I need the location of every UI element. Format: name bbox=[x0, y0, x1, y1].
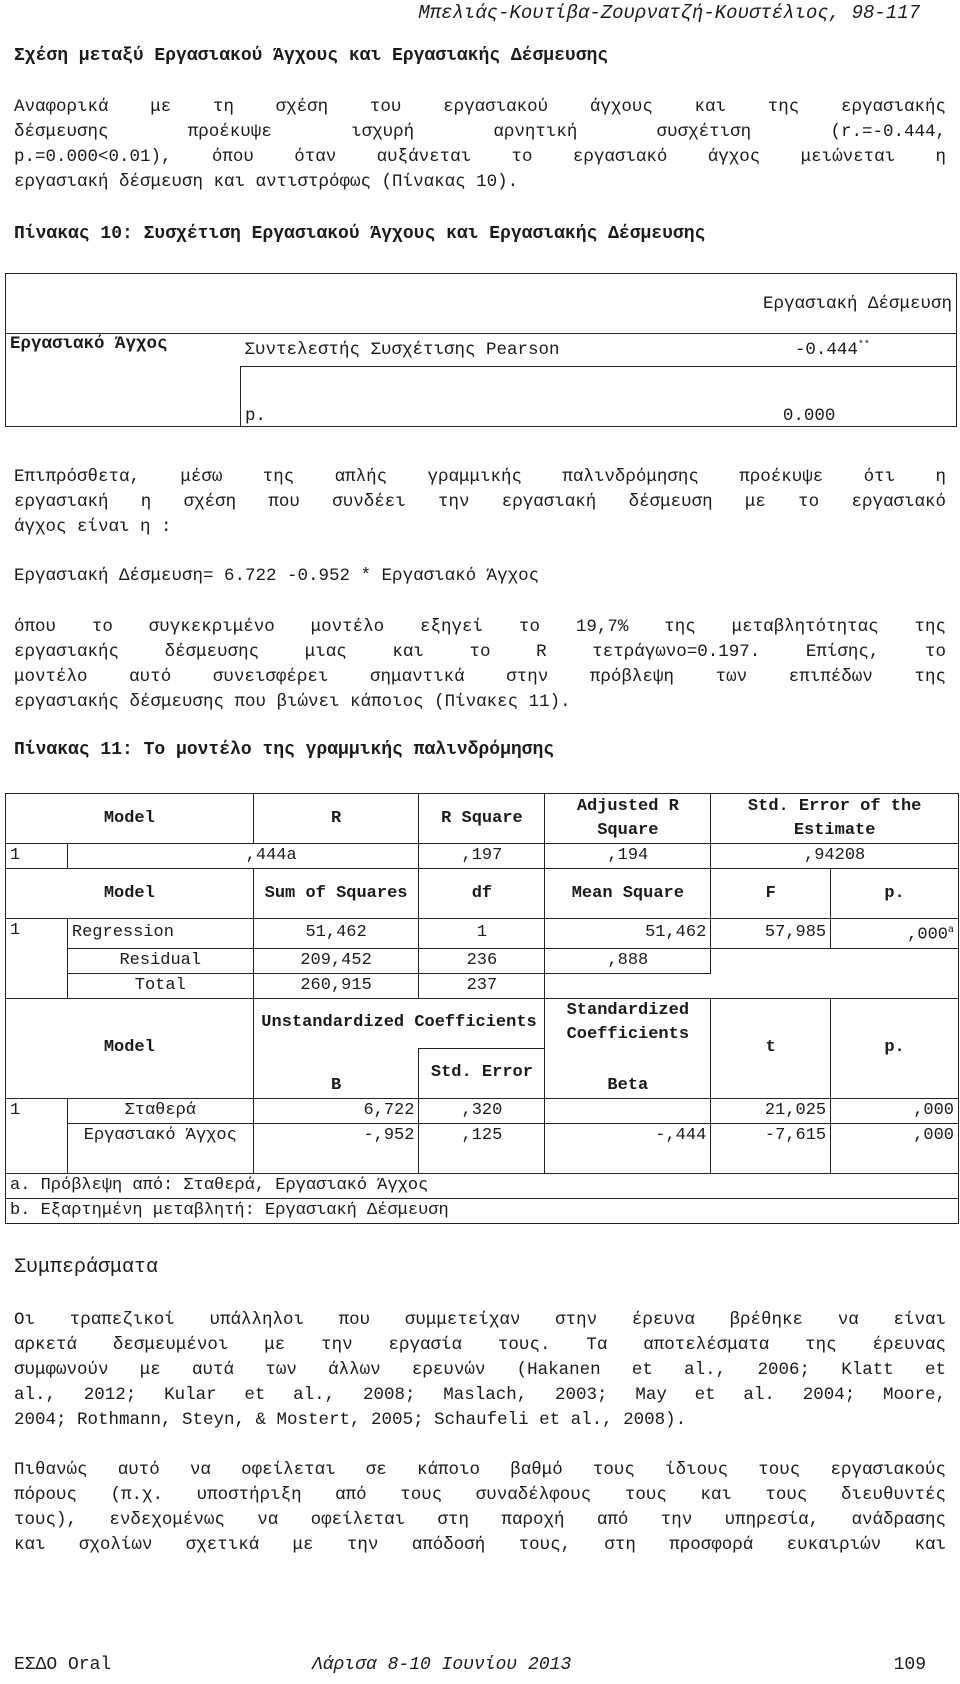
anova-p: ,000 bbox=[907, 925, 948, 945]
coef-header-p: p. bbox=[831, 998, 959, 1098]
table10-row2-value: 0.000 bbox=[685, 367, 957, 427]
text-line: τους), ενδεχομένως να οφείλεται στη παροχή από την υπηρεσία, ανάδρασης bbox=[14, 1510, 946, 1530]
table11-caption: Πίνακας 11: Το μοντέλο της γραμμικής παλινδρόμησης bbox=[14, 740, 555, 760]
coef-header-stderr: Std. Error bbox=[419, 1048, 545, 1098]
anova-ms: ,888 bbox=[545, 948, 711, 973]
summary-header-r: R bbox=[253, 794, 419, 844]
coef-model-number: 1 bbox=[6, 1098, 68, 1173]
coef-p: ,000 bbox=[831, 1098, 959, 1123]
paragraph-conclusions-2 bbox=[14, 1458, 946, 1558]
table10-row1-label: Συντελεστής Συσχέτισης Pearson bbox=[241, 334, 685, 367]
paragraph-correlation bbox=[14, 95, 946, 195]
text-line: άγχος είναι η : bbox=[14, 517, 172, 537]
anova-header-p: p. bbox=[831, 869, 959, 919]
anova-header-ms: Mean Square bbox=[545, 869, 711, 919]
significance-marker: ** bbox=[857, 340, 870, 352]
summary-rsquare-value: ,197 bbox=[419, 844, 545, 869]
coef-se: ,125 bbox=[419, 1123, 545, 1173]
text-line: δέσμευσης προέκυψε ισχυρή αρνητική συσχέτιση (r.=-0.444, bbox=[14, 122, 946, 142]
coef-header-b: B bbox=[253, 1048, 419, 1098]
text-line: 2004; Rothmann, Steyn, & Mostert, 2005; Schaufeli et al., 2008). bbox=[14, 1410, 687, 1430]
paragraph-regression-intro bbox=[14, 465, 946, 540]
table-note: a. Πρόβλεψη από: Σταθερά, Εργασιακό Άγχος bbox=[6, 1173, 959, 1198]
summary-adj-rsquare-value: ,194 bbox=[545, 844, 711, 869]
coef-header-t: t bbox=[711, 998, 831, 1098]
section-heading: Σχέση μεταξύ Εργασιακού Άγχους και Εργασιακής Δέσμευσης bbox=[14, 46, 609, 66]
anova-header-ss: Sum of Squares bbox=[253, 869, 419, 919]
table10-row1-value: -0.444 bbox=[794, 340, 858, 360]
text-line: και σχολίων σχετικά με την απόδοσή τους, στη προσφορά ευκαιριών και bbox=[14, 1535, 946, 1555]
summary-header-model: Model bbox=[6, 794, 254, 844]
anova-header-f: F bbox=[711, 869, 831, 919]
text-line: εργασιακή δέσμευση και αντιστρόφως (Πίνακας 10). bbox=[14, 172, 519, 192]
text-line: Πιθανώς αυτό να οφείλεται σε κάποιο βαθμό τους ίδιους τους εργασιακούς bbox=[14, 1460, 946, 1480]
paragraph-conclusions-1 bbox=[14, 1308, 946, 1433]
text-line: p.=0.000<0.01), όπου όταν αυξάνεται το εργασιακό άγχος μειώνεται η bbox=[14, 147, 946, 167]
text-line: αρκετά δεσμευμένοι με την εργασία τους. Τα αποτελέσματα της έρευνας bbox=[14, 1335, 946, 1355]
page-number: 109 bbox=[893, 1655, 926, 1675]
table10 bbox=[5, 273, 957, 427]
table10-caption: Πίνακας 10: Συσχέτιση Εργασιακού Άγχους και Εργασιακής Δέσμευσης bbox=[14, 224, 706, 244]
coef-header-beta: Beta bbox=[545, 1048, 711, 1098]
table-note: b. Εξαρτημένη μεταβλητή: Εργασιακή Δέσμευση bbox=[6, 1198, 959, 1223]
coef-p: ,000 bbox=[831, 1123, 959, 1173]
anova-df: 237 bbox=[419, 973, 545, 998]
coef-b: -,952 bbox=[253, 1123, 419, 1173]
text-line: μοντέλο αυτό συνεισφέρει σημαντικά στην πρόβλεψη των επιπέδων της bbox=[14, 667, 946, 687]
coef-beta bbox=[545, 1098, 711, 1123]
anova-label: Regression bbox=[67, 919, 253, 949]
anova-ss: 260,915 bbox=[253, 973, 419, 998]
text-line: πόρους (π.χ. υποστήριξη από τους συναδέλφους τους και τους διευθυντές bbox=[14, 1485, 946, 1505]
table10-col-header: Εργασιακή Δέσμευση bbox=[685, 274, 957, 334]
coef-header-unstd: Unstandardized Coefficients bbox=[253, 998, 545, 1048]
footer-center: Λάρισα 8-10 Ιουνίου 2013 bbox=[312, 1655, 572, 1675]
table10-row2-label: p. bbox=[241, 367, 685, 427]
text-line: εργασιακής δέσμευσης μιας και το R τετράγωνο=0.197. Επίσης, το bbox=[14, 642, 946, 662]
anova-f: 57,985 bbox=[711, 919, 831, 949]
text-line: al., 2012; Kular et al., 2008; Maslach, 2003; May et al. 2004; Moore, bbox=[14, 1385, 946, 1405]
anova-p-cell bbox=[831, 919, 959, 949]
anova-label: Total bbox=[67, 973, 253, 998]
conclusions-heading: Συμπεράσματα bbox=[14, 1256, 159, 1279]
running-head: Μπελιάς-Κουτίβα-Ζουρνατζή-Κουστέλιος, 98-117 bbox=[418, 2, 920, 24]
text-line: συμφωνούν με αυτά των άλλων ερευνών (Hakanen et al., 2006; Klatt et bbox=[14, 1360, 946, 1380]
table11 bbox=[5, 793, 959, 1224]
coef-header-std: Standardized Coefficients bbox=[545, 998, 711, 1048]
text-line: εργασιακής δέσμευσης που βιώνει κάποιος (Πίνακες 11). bbox=[14, 692, 571, 712]
text-line: εργασιακή η σχέση που συνδέει την εργασιακή δέσμευση με το εργασιακό bbox=[14, 492, 946, 512]
anova-ss: 51,462 bbox=[253, 919, 419, 949]
table10-row-header: Εργασιακό Άγχος bbox=[6, 334, 241, 427]
coef-label: Σταθερά bbox=[67, 1098, 253, 1123]
text-line: Αναφορικά με τη σχέση του εργασιακού άγχους και της εργασιακής bbox=[14, 97, 946, 117]
text-line: Οι τραπεζικοί υπάλληλοι που συμμετείχαν στην έρευνα βρέθηκε να είναι bbox=[14, 1310, 946, 1330]
anova-ss: 209,452 bbox=[253, 948, 419, 973]
summary-header-rsquare: R Square bbox=[419, 794, 545, 844]
anova-df: 1 bbox=[419, 919, 545, 949]
footer-left: ΕΣΔΟ Oral bbox=[14, 1655, 112, 1675]
anova-label: Residual bbox=[67, 948, 253, 973]
coef-se: ,320 bbox=[419, 1098, 545, 1123]
summary-header-adj-rsquare: Adjusted R Square bbox=[545, 794, 711, 844]
anova-ms: 51,462 bbox=[545, 919, 711, 949]
coef-t: -7,615 bbox=[711, 1123, 831, 1173]
anova-header-model: Model bbox=[6, 869, 254, 919]
anova-p-sup: a bbox=[947, 925, 954, 936]
coef-b: 6,722 bbox=[253, 1098, 419, 1123]
coef-beta: -,444 bbox=[545, 1123, 711, 1173]
summary-r-value: ,444a bbox=[67, 844, 419, 869]
coef-label: Εργασιακό Άγχος bbox=[67, 1123, 253, 1173]
summary-header-std-error: Std. Error of the Estimate bbox=[711, 794, 959, 844]
regression-equation: Εργασιακή Δέσμευση= 6.722 -0.952 * Εργασιακό Άγχος bbox=[14, 566, 540, 586]
anova-header-df: df bbox=[419, 869, 545, 919]
text-line: όπου το συγκεκριμένο μοντέλο εξηγεί το 19,7% της μεταβλητότητας της bbox=[14, 617, 946, 637]
coef-header-model: Model bbox=[6, 998, 254, 1098]
summary-std-error-value: ,94208 bbox=[711, 844, 959, 869]
anova-df: 236 bbox=[419, 948, 545, 973]
text-line: Επιπρόσθετα, μέσω της απλής γραμμικής παλινδρόμησης προέκυψε ότι η bbox=[14, 467, 946, 487]
coef-t: 21,025 bbox=[711, 1098, 831, 1123]
anova-model-number: 1 bbox=[6, 919, 68, 999]
table10-row1-cell bbox=[685, 334, 957, 367]
summary-model-number: 1 bbox=[6, 844, 68, 869]
paragraph-model-fit bbox=[14, 615, 946, 715]
